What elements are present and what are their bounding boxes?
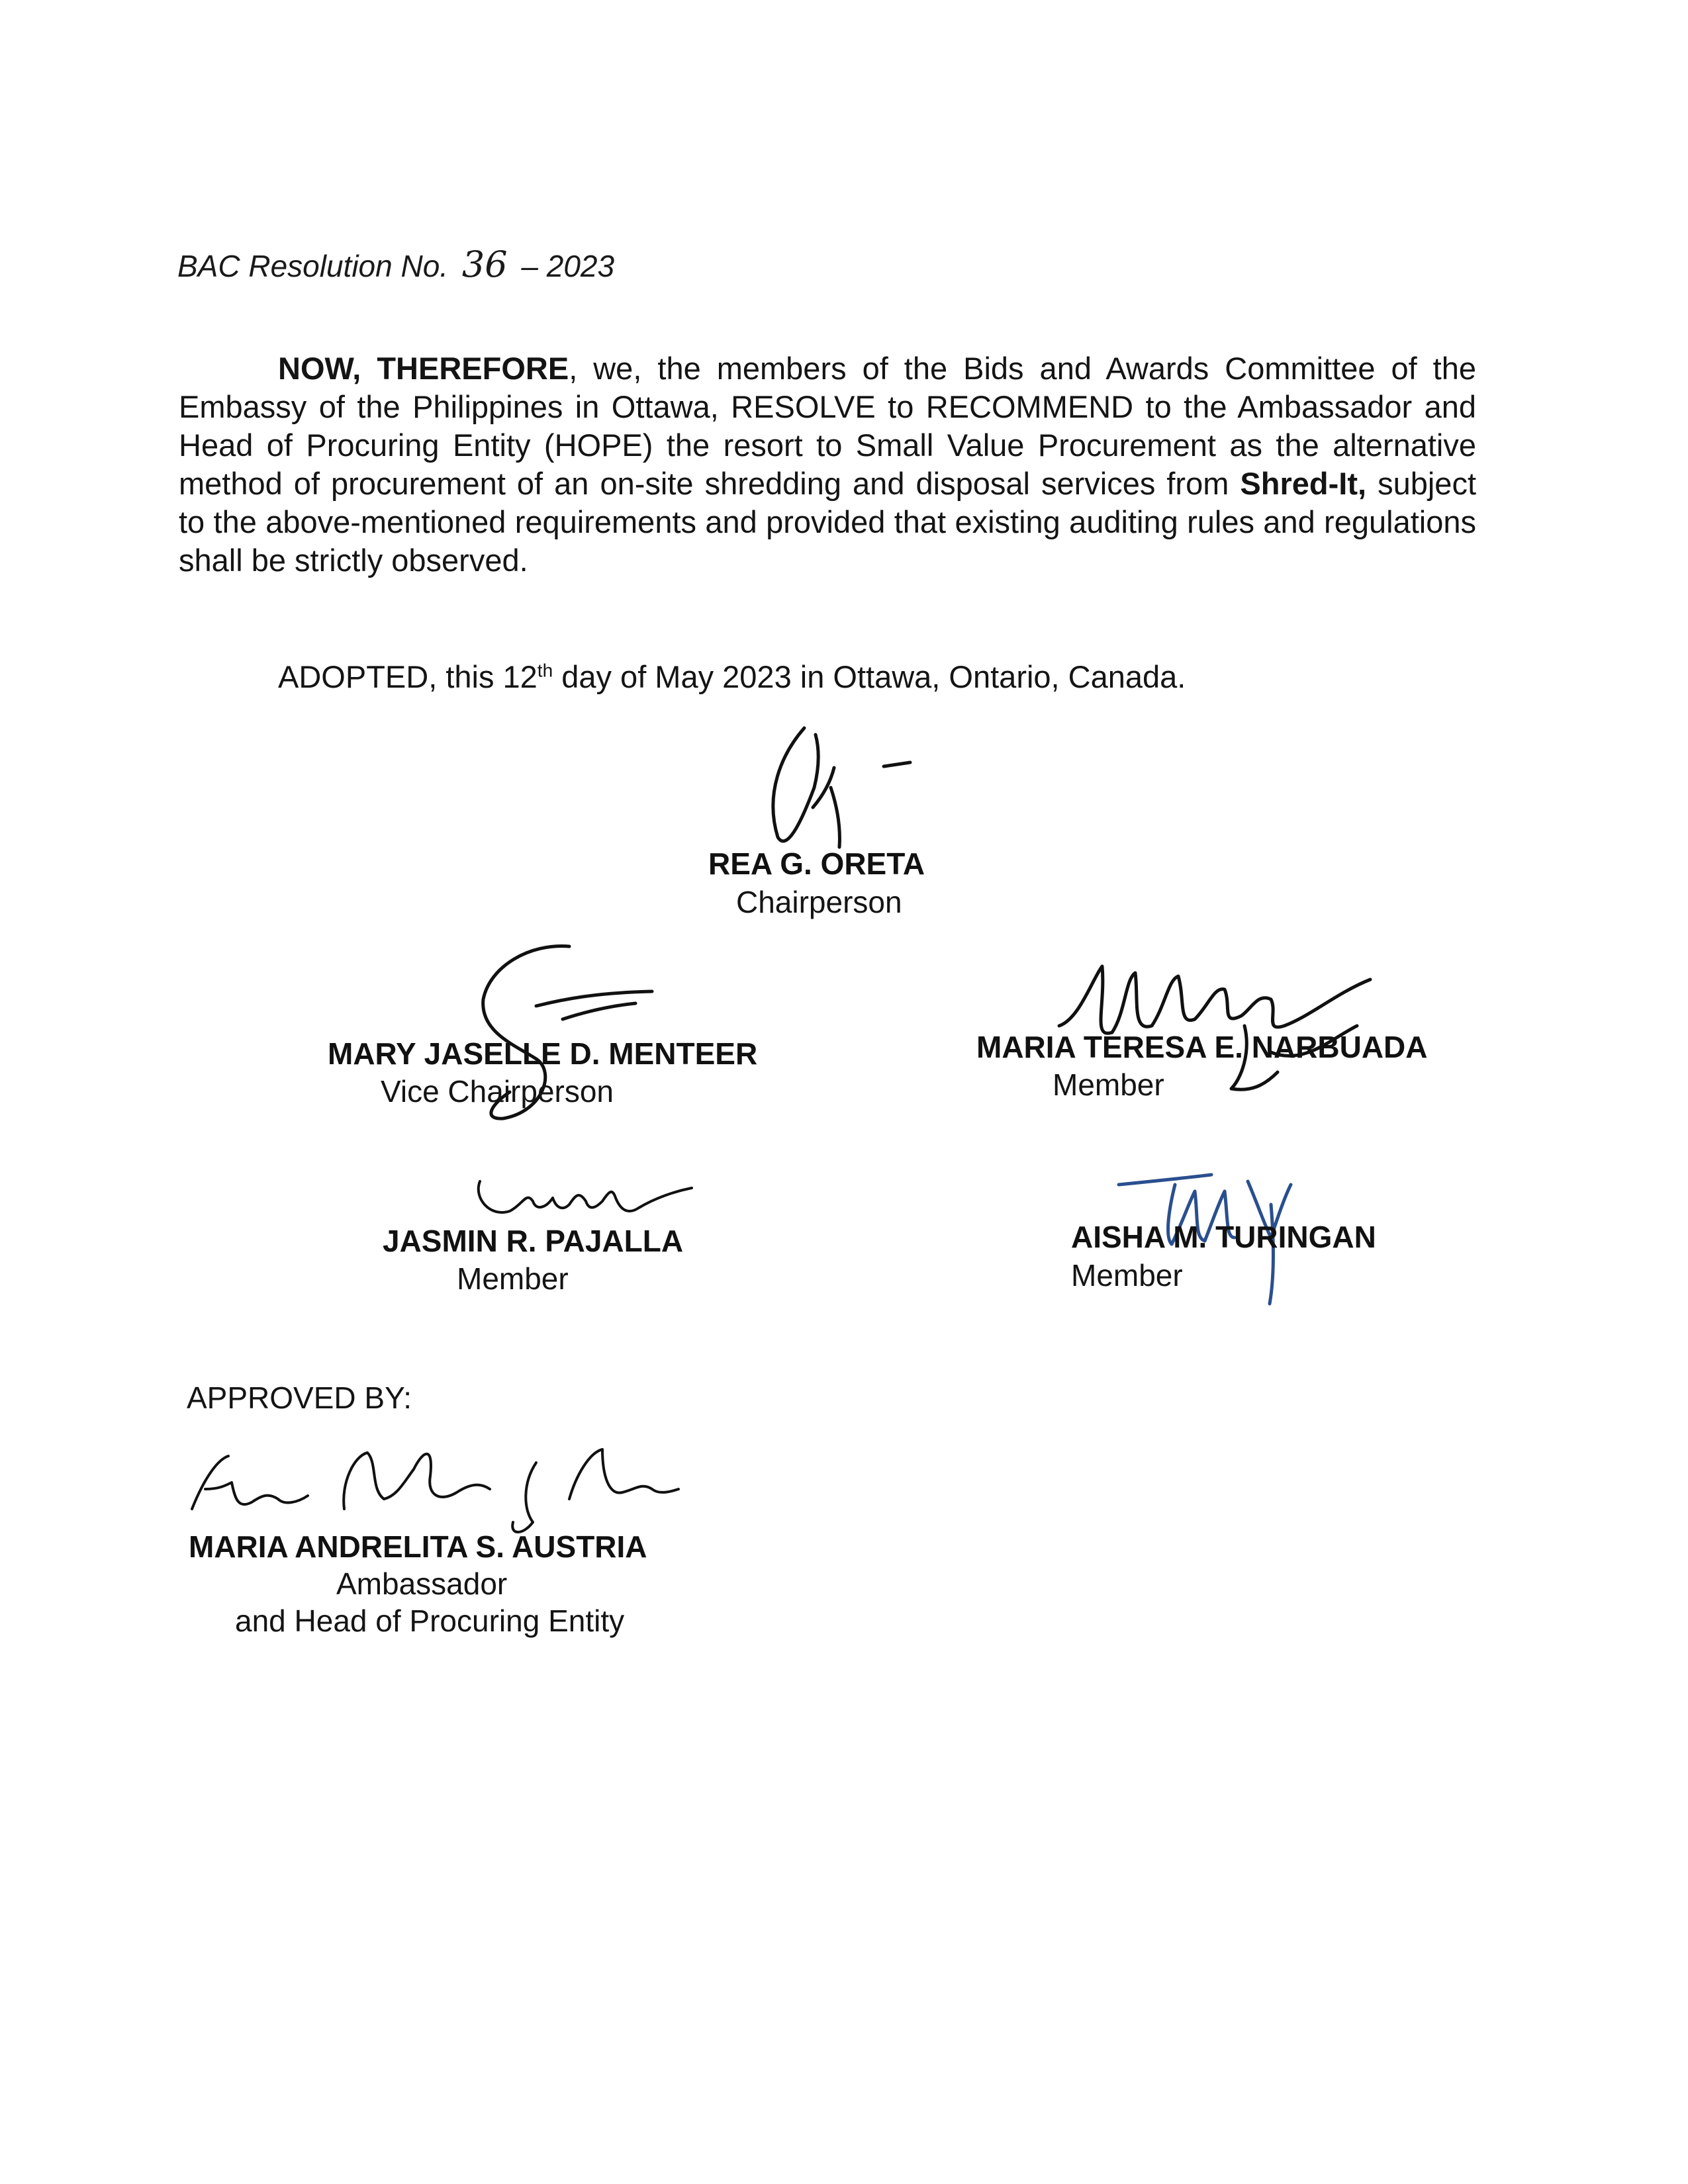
adopted-prefix: ADOPTED, this 12: [278, 659, 538, 694]
resolution-separator: –: [521, 249, 538, 283]
adopted-ordinal: th: [537, 660, 553, 681]
vice-chair-role: Vice Chairperson: [381, 1074, 614, 1109]
member-1-name: MARIA TERESA E. NARBUADA: [976, 1030, 1428, 1064]
adopted-suffix: day of May 2023 in Ottawa, Ontario, Canada.: [553, 659, 1186, 694]
resolution-header: [177, 244, 614, 285]
chair-name: REA G. ORETA: [708, 846, 925, 881]
approved-by-label: APPROVED BY:: [187, 1381, 412, 1415]
member-2-role: Member: [457, 1261, 569, 1296]
vendor-name: Shred-It,: [1240, 466, 1367, 501]
paragraph-lead: NOW, THEREFORE: [278, 351, 569, 386]
paragraph-text-1: , we, the members of the Bids and Awards Committee of the Embassy of the Philippines in Ottawa, RESOLVE to RECOMMEND to the Ambassador and Head of Procuring Entity (HOPE) the resort to Small Value Procurement as the alternative method of procurement of an on-site shredding and disposal services from: [179, 351, 1476, 501]
resolution-prefix: BAC Resolution No.: [177, 249, 449, 283]
approver-name: MARIA ANDRELITA S. AUSTRIA: [189, 1529, 647, 1564]
resolution-paragraph: [179, 349, 1476, 580]
member-2-name: JASMIN R. PAJALLA: [383, 1224, 684, 1258]
chair-role: Chairperson: [736, 885, 902, 919]
approver-role-1: Ambassador: [336, 1567, 508, 1601]
adopted-line: [278, 659, 1186, 695]
member-3-name: AISHA M. TURINGAN: [1071, 1220, 1376, 1254]
paragraph-text-2: subject to the above-mentioned requirements and provided that existing auditing rules and regulations shall be strictly observed.: [179, 466, 1477, 578]
member-1-role: Member: [1053, 1068, 1164, 1102]
resolution-year: 2023: [546, 249, 615, 283]
resolution-number: 36: [461, 244, 508, 285]
approver-role-2: and Head of Procuring Entity: [235, 1604, 625, 1638]
member-3-role: Member: [1071, 1258, 1183, 1293]
vice-chair-name: MARY JASELLE D. MENTEER: [328, 1036, 758, 1071]
